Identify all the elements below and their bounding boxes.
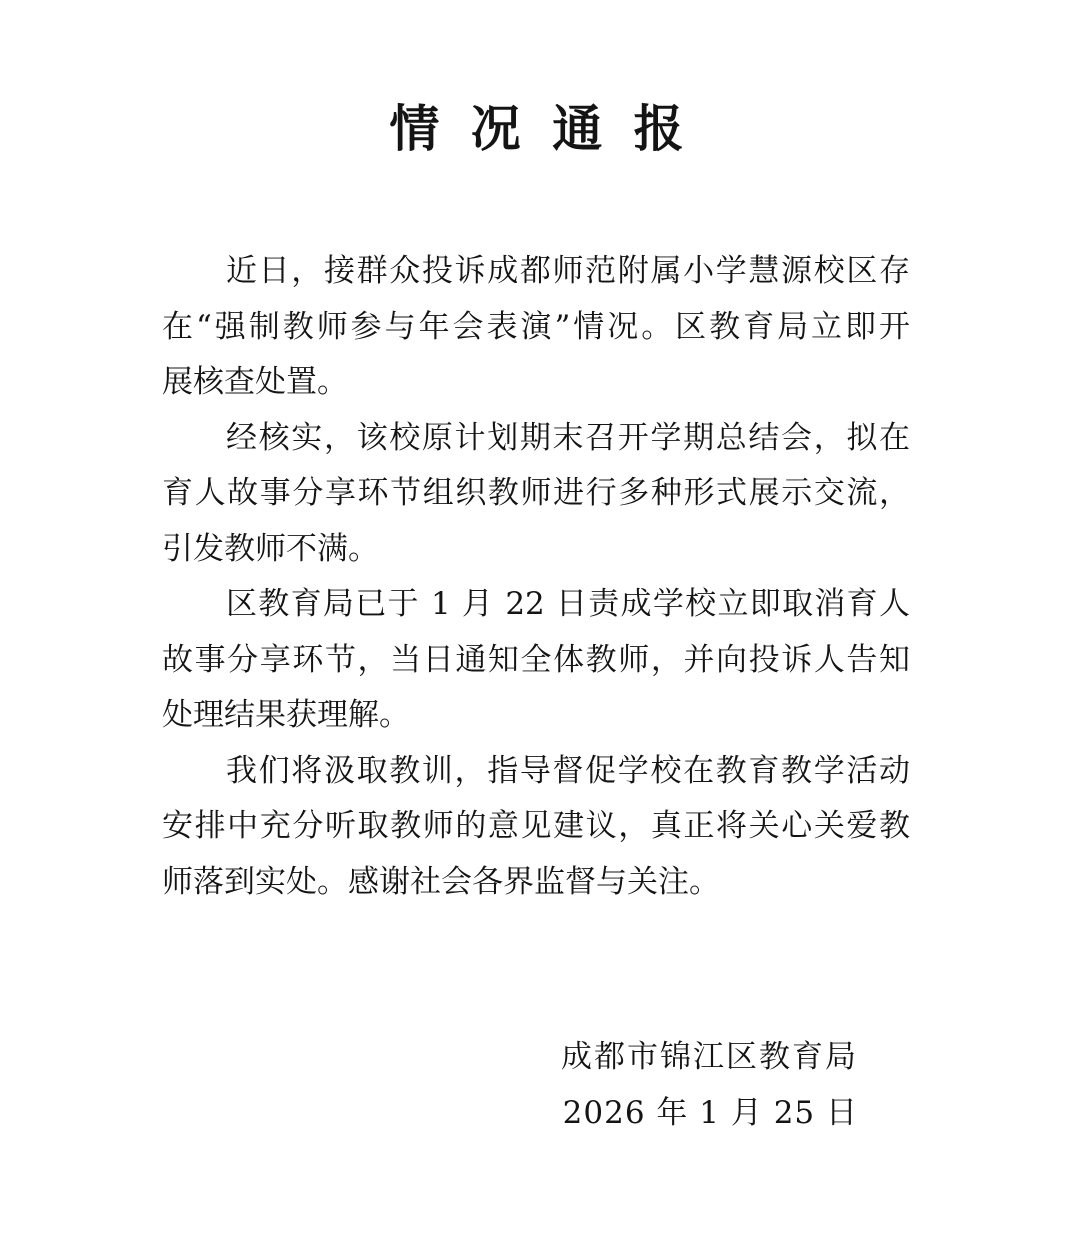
body-line: 近日，接群众投诉成都师范附属小学慧源校区存 xyxy=(226,253,910,289)
body-line: 安排中充分听取教师的意见建议，真正将关心关爱教 xyxy=(162,808,910,844)
body-line: 处理结果获理解。 xyxy=(162,697,410,733)
body-line: 在“强制教师参与年会表演”情况。区教育局立即开 xyxy=(162,308,910,345)
document-title: 情 况 通 报 xyxy=(389,99,691,158)
signature-block xyxy=(561,1030,858,1141)
signature-date: 2026 年 1 月 25 日 xyxy=(562,1094,858,1131)
body-line: 展核查处置。 xyxy=(162,364,348,400)
body-line: 育人故事分享环节组织教师进行多种形式展示交流， xyxy=(162,475,910,511)
body-line: 经核实，该校原计划期末召开学期总结会，拟在 xyxy=(226,419,910,456)
body-line: 故事分享环节，当日通知全体教师，并向投诉人告知 xyxy=(162,641,910,678)
body-line: 引发教师不满。 xyxy=(162,530,379,567)
body-line: 我们将汲取教训，指导督促学校在教育教学活动 xyxy=(226,752,910,789)
body-line: 区教育局已于 1 月 22 日责成学校立即取消育人 xyxy=(226,586,910,622)
document-body xyxy=(162,244,910,910)
signature-issuer: 成都市锦江区教育局 xyxy=(561,1039,858,1075)
body-line: 师落到实处。感谢社会各界监督与关注。 xyxy=(162,863,720,900)
